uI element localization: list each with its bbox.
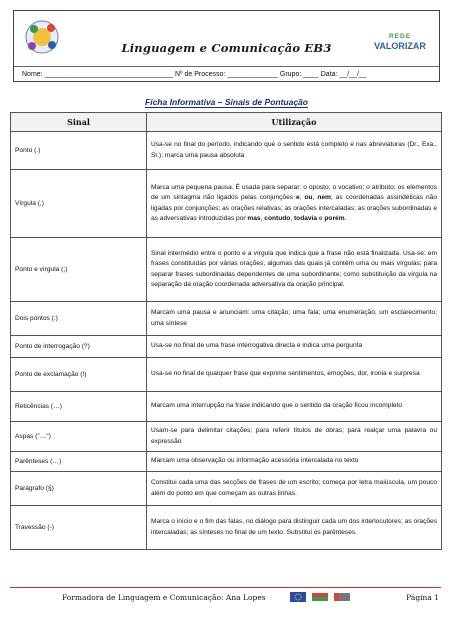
sign-cell: Dois pontos (:) (11, 302, 147, 336)
sheet-title (0, 97, 453, 107)
table-row (11, 506, 442, 550)
header-box (13, 10, 440, 82)
column-header-use: Utilização (147, 113, 442, 132)
table-row (11, 358, 442, 392)
sign-cell: Vírgula (,) (11, 170, 147, 238)
table-row (11, 170, 442, 238)
sign-cell: Ponto de interrogação (?) (11, 336, 147, 358)
footer-divider (10, 587, 441, 588)
use-cell: Usam-se para delimitar citações; para referir títulos de obras; para realçar uma palavra ou expressão (147, 422, 442, 452)
table-row (11, 472, 442, 506)
table-row (11, 132, 442, 170)
punctuation-table (10, 112, 442, 550)
sign-cell: Ponto de exclamação (!) (11, 358, 147, 392)
use-cell: Usa-se no final de qualquer frase que exprime sentimentos, emoções, dor, ironia e surpresa (147, 358, 442, 392)
use-cell: Marcam uma interrupção na frase indicando que o sentido da oração ficou incompleto (147, 392, 442, 422)
column-header-sign: Sinal (11, 113, 147, 132)
funding-logos (290, 590, 352, 602)
table-row (11, 336, 442, 358)
use-cell: Usa-se no final de uma frase interrogativa directa e indica uma pergunta (147, 336, 442, 358)
table-row (11, 302, 442, 336)
use-cell: Marcam uma pausa e anunciam: uma citação; uma fala; uma enumeração; um esclarecimento; uma síntese (147, 302, 442, 336)
use-cell: Marca uma pequena pausa. É usada para separar: o oposto; o vocativo; o atributo; os elementos de um sintagma não ligados pelas conjunções e, ou, nem; as coordenadas assindéticas não ligadas por conjunções; as orações relativas; as orações intercaladas; as orações subordinadas e as adversativas introduzidas por mas, contudo, todavia e porém. (147, 170, 442, 238)
rede-valorizar-logo (369, 33, 431, 61)
use-cell: Sinal intermédio entre o ponto e a vírgula que indica que a frase não está finalizada. Usa-se: em frases constituídas por várias orações, algumas das quais já contêm uma ou mais vírgulas; para separar frases subordinadas dependentes de uma subordinante; como substituição da vírgula na separação da oração coordenada adversativa da oração principal. (147, 238, 442, 302)
ministry-logo-icon (334, 593, 350, 601)
use-cell: Constitui cada uma das secções de frases de um escrito; começa por letra maiúscula, um pouco além do ponto em que começam as outras linhas. (147, 472, 442, 506)
use-cell: Marcam uma observação ou informação acessória intercalada no texto (147, 452, 442, 472)
header-divider (14, 66, 439, 67)
table-row (11, 392, 442, 422)
sign-cell: Reticências (…) (11, 392, 147, 422)
program-logo-icon (312, 593, 328, 601)
footer-author: Formadora de Linguagem e Comunicação: Ana Lopes (62, 593, 266, 602)
table-row (11, 238, 442, 302)
sign-cell: Ponto (.) (11, 132, 147, 170)
student-info-line: Nome: _________________________________ Nº de Processo: _____________ Grupo: ____ Data: __/__/__ (22, 71, 367, 78)
sign-cell: Ponto e vírgula (;) (11, 238, 147, 302)
table-header-row (11, 113, 442, 132)
use-cell: Marca o início e o fim das falas, no diálogo para distinguir cada um dos interlocutores; as orações intercaladas; as sínteses no final de um texto. Substitui os parênteses. (147, 506, 442, 550)
sign-cell: Parágrafo (§) (11, 472, 147, 506)
sign-cell: Travessão (-) (11, 506, 147, 550)
page-number: Página 1 (406, 593, 439, 602)
sign-cell: Parênteses (…) (11, 452, 147, 472)
sheet-title-text: Ficha Informativa – Sinais de Pontuação (145, 97, 308, 107)
sign-cell: Aspas ("…") (11, 422, 147, 452)
page-title: Linguagem e Comunicação EB3 (121, 41, 332, 55)
logo-rede-text: REDE (388, 33, 412, 40)
eu-flag-icon (290, 592, 306, 602)
logo-valorizar-text: VALORIZAR (374, 41, 426, 51)
table-row (11, 422, 442, 452)
use-cell: Usa-se no final do período, indicando que o sentido está completo e nas abreviaturas (Dr., Exa., Sr.); marca uma pausa absoluta (147, 132, 442, 170)
table-row (11, 452, 442, 472)
